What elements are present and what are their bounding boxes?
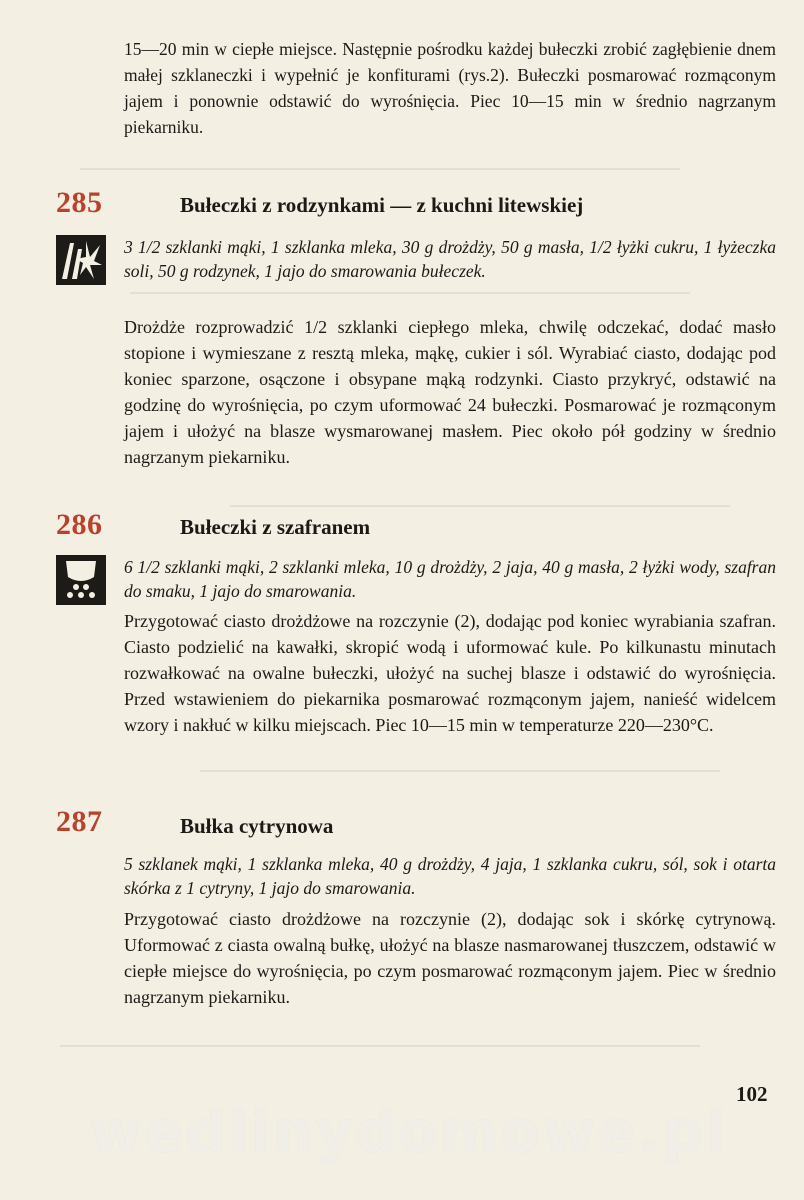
recipe-number: 286	[56, 508, 103, 541]
watermark: wedlinydomowe.pl	[90, 1100, 729, 1165]
bleed-through-line	[230, 505, 730, 507]
bleed-through-line	[80, 168, 680, 170]
bowl-icon	[56, 555, 106, 605]
recipe-number: 287	[56, 805, 103, 838]
bleed-through-line	[200, 770, 720, 772]
bleed-through-line	[130, 292, 690, 294]
recipe-title: Bułeczki z szafranem	[180, 515, 371, 539]
recipe-title: Bułka cytrynowa	[180, 814, 334, 838]
ingredients-list: 6 1/2 szklanki mąki, 2 szklanki mleka, 10 g drożdży, 2 jaja, 40 g masła, 2 łyżki wody, szafran do smaku, 1 jajo do smarowania.	[124, 557, 776, 601]
bleed-through-line	[60, 1045, 700, 1047]
intro-paragraph: 15—20 min w ciepłe miejsce. Następnie pośrodku każdej bułeczki zrobić zagłębienie dnem małej szklaneczki i wypełnić je konfiturami (rys.2). Bułeczki posmarować rozmąconym jajem i ponownie odstawić do wyrośnięcia. Piec 10—15 min w średnio nagrzanym piekarniku.	[124, 39, 776, 137]
ingredients-list: 5 szklanek mąki, 1 szklanka mleka, 40 g drożdży, 4 jaja, 1 szklanka cukru, sól, sok i otarta skórka z 1 cytryny, 1 jajo do smarowania.	[124, 854, 776, 898]
method-paragraph: Przygotować ciasto drożdżowe na rozczynie (2), dodając sok i skórkę cytrynową. Uformować z ciasta owalną bułkę, ułożyć na blasze nasmarowanej tłuszczem, odstawić w ciepłe miejsce do wyrośnięcia, po czym posmarować rozmąconym jajem. Piec w średnio nagrzanym piekarniku.	[124, 909, 776, 1007]
recipe-title: Bułeczki z rodzynkami — z kuchni litewskiej	[180, 193, 584, 217]
recipe-number: 285	[56, 186, 103, 219]
wheat-icon	[56, 235, 106, 285]
method-paragraph: Drożdże rozprowadzić 1/2 szklanki ciepłego mleka, chwilę odczekać, dodać masło stopione i wymieszane z resztą mleka, mąkę, cukier i sól. Wyrabiać ciasto, dodając pod koniec sparzone, osączone i obsypane mąką rodzynki. Ciasto przykryć, odstawić na godzinę do wyrośnięcia, po czym uformować 24 bułeczki. Posmarować je rozmąconym jajem i ułożyć na blasze wysmarowanej masłem. Piec około pół godziny w średnio nagrzanym piekarniku.	[124, 317, 776, 467]
ingredients-list: 3 1/2 szklanki mąki, 1 szklanka mleka, 30 g drożdży, 50 g masła, 1/2 łyżki cukru, 1 łyżeczka soli, 50 g rodzynek, 1 jajo do smarowania bułeczek.	[124, 237, 776, 281]
method-paragraph: Przygotować ciasto drożdżowe na rozczynie (2), dodając pod koniec wyrabiania szafran. Ciasto podzielić na kawałki, skropić wodą i uformować kule. Po kilkunastu minutach rozwałkować na owalne bułeczki, ułożyć na suchej blasze i odstawić do wyrośnięcia. Przed wstawieniem do piekarnika posmarować rozmąconym jajem, nanieść widelcem wzory i nakłuć w kilku miejscach. Piec 10—15 min w temperaturze 220—230°C.	[124, 611, 776, 735]
page-number: 102	[736, 1082, 768, 1106]
